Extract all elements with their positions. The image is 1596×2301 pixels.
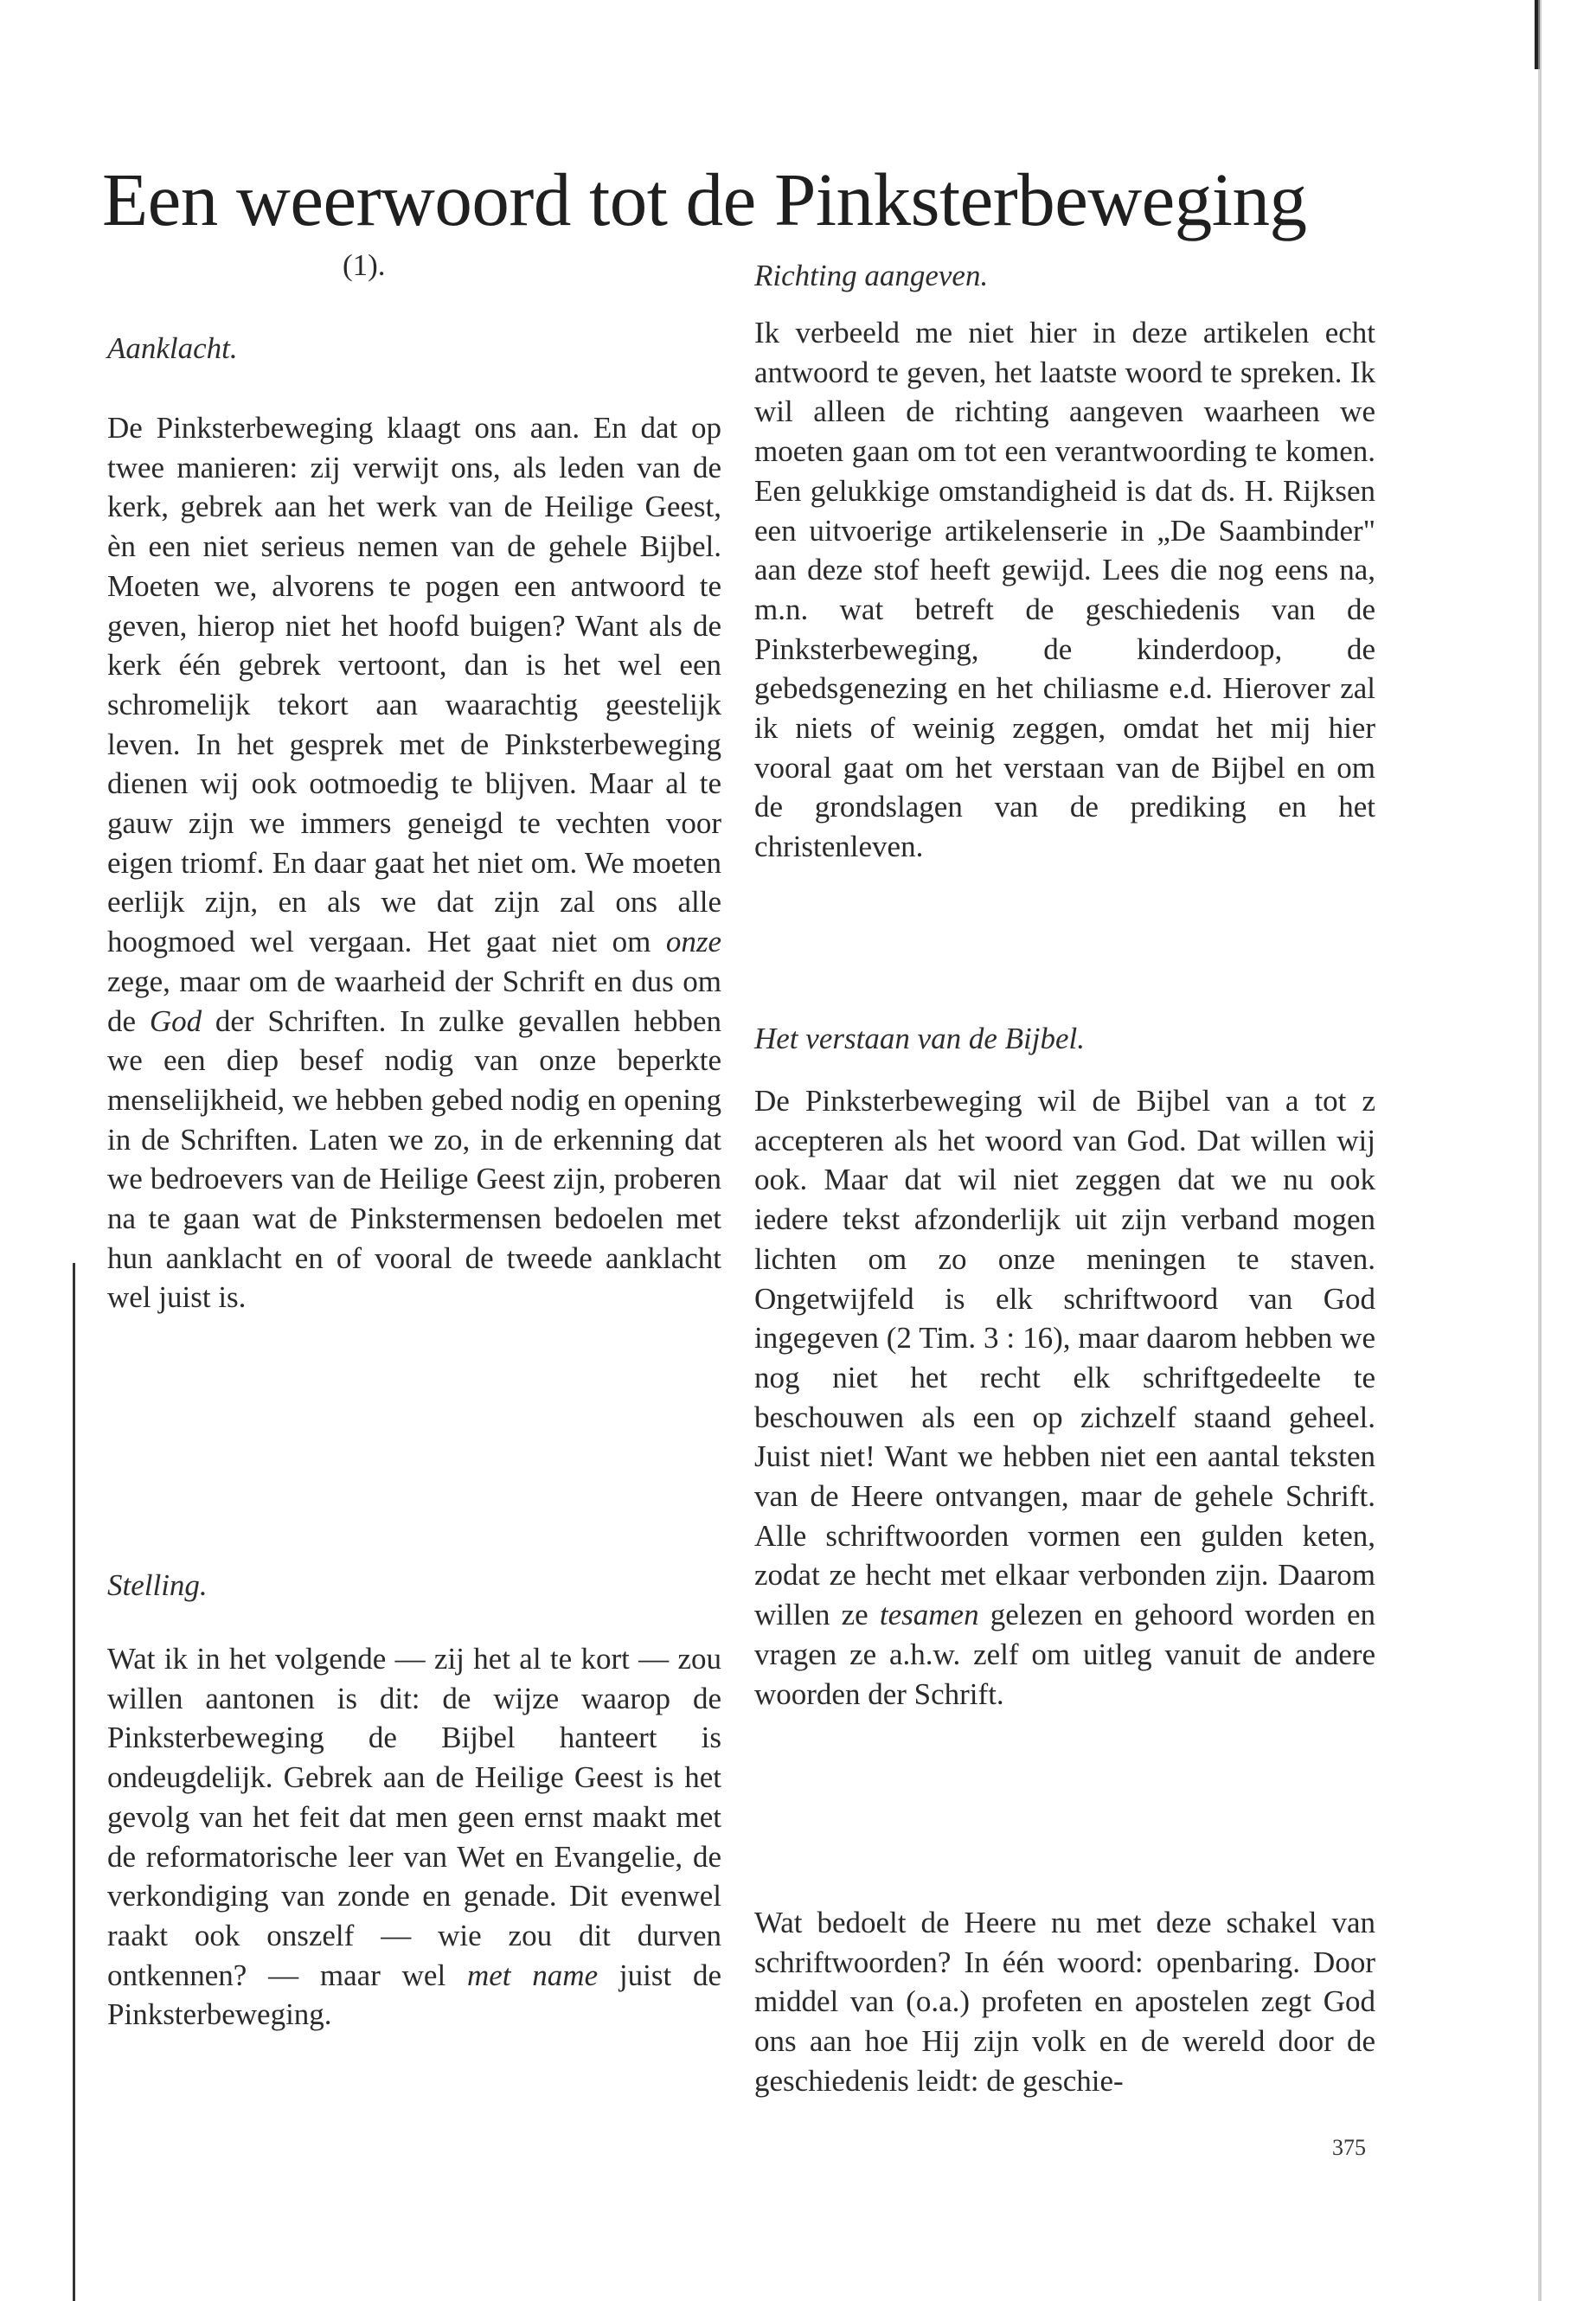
paragraph-openbaring: Wat bedoelt de Heere nu met deze schakel van schriftwoorden? In één woord: openbaring. Door middel van (o.a.) profeten en apostelen zegt God ons aan hoe Hij zijn volk en de wereld door de geschiedenis leidt: de geschie-	[754, 1906, 1375, 2098]
heading-aanklacht: Aanklacht.	[107, 331, 238, 365]
paragraph-text: De Pinksterbeweging klaagt ons aan. En dat op twee manieren: zij verwijt ons, als leden van de kerk, gebrek aan het werk van de Heilige Geest, èn een niet serieus nemen van de gehele Bijbel. Moeten we, alvorens te pogen een antwoord te geven, hierop niet het hoofd buigen? Want als de kerk één gebrek vertoont, dan is het wel een schromelijk tekort aan waarachtig geestelijk leven. In het gesprek met de Pinksterbeweging dienen wij ook ootmoedig te blijven. Maar al te gauw zijn we immers geneigd te vechten voor eigen triomf. En daar gaat het niet om. We moeten eerlijk zijn, en als we dat zijn zal ons alle hoogmoed wel vergaan. Het gaat niet om	[107, 411, 721, 959]
page-edge-shadow	[1538, 0, 1542, 2301]
emphasis-onze: onze	[665, 925, 722, 959]
emphasis-met-name: met name	[466, 1958, 599, 1992]
paragraph-text: Wat ik in het volgende — zij het al te kort — zou willen aantonen is dit: de wijze waarop de Pinksterbeweging de Bijbel hanteert is ondeugdelijk. Gebrek aan de Heilige Geest is het gevolg van het feit dat men geen ernst maakt met de reformatorische leer van Wet en Evangelie, de verkondiging van zonde en genade. Dit evenwel raakt ook onszelf — wie zou dit durven ontkennen? — maar wel	[107, 1642, 721, 1992]
paragraph-text: juist de Pinksterbeweging.	[107, 1958, 722, 2032]
paragraph-stelling	[107, 1639, 721, 2035]
paragraph-text: De Pinksterbeweging wil de Bijbel van a tot z accepteren als het woord van God. Dat willen wij ook. Maar dat wil niet zeggen dat we nu ook iedere tekst afzonderlijk uit zijn verband mogen lichten om zo onze meningen te staven. Ongetwijfeld is elk schriftwoord van God ingegeven (2 Tim. 3 : 16), maar daarom hebben we nog niet het recht elk schriftgedeelte te beschouwen als een op zichzelf staand geheel. Juist niet! Want we hebben niet een aantal teksten van de Heere ontvangen, maar de gehele Schrift. Alle schriftwoorden vormen een gulden keten, zodat ze hecht met elkaar verbonden zijn. Daarom willen ze	[754, 1084, 1375, 1632]
margin-rule	[73, 1263, 75, 2301]
page-number: 375	[1332, 2135, 1366, 2160]
heading-stelling: Stelling.	[107, 1568, 208, 1602]
paragraph-verstaan	[754, 1081, 1375, 1714]
paragraph-text: der Schriften. In zulke gevallen hebben we een diep besef nodig van onze beperkte menselijkheid, we hebben gebed nodig en opening in de Schriften. Laten we zo, in de erkenning dat we bedroevers van de Heilige Geest zijn, proberen na te gaan wat de Pinkstermensen bedoelen met hun aanklacht en of vooral de tweede aanklacht wel juist is.	[107, 1003, 721, 1315]
paragraph-aanklacht	[107, 408, 721, 1317]
paragraph-text: gelezen en gehoord worden en vragen ze a.h.w. zelf om uitleg vanuit de andere woorden der Schrift.	[754, 1598, 1376, 1711]
article-title: Een weerwoord tot de Pinksterbeweging	[102, 157, 1307, 242]
emphasis-god: God	[149, 1003, 202, 1038]
heading-verstaan: Het verstaan van de Bijbel.	[754, 1022, 1085, 1055]
paragraph-text: zege, maar om de waarheid der Schrift en dus om de	[107, 964, 721, 1038]
heading-richting: Richting aangeven.	[754, 259, 989, 292]
part-number: (1).	[343, 248, 386, 282]
paragraph-richting: Ik verbeeld me niet hier in deze artikelen echt antwoord te geven, het laatste woord te spreken. Ik wil alleen de richting aangeven waarheen we moeten gaan om tot een verantwoording te komen. Een gelukkige omstandigheid is dat ds. H. Rijksen een uitvoerige artikelenserie in „De Saambinder" aan deze stof heeft gewijd. Lees die nog eens na, m.n. wat betreft de geschiedenis van de Pinksterbeweging, de kinderdoop, de gebedsgenezing en het chiliasme e.d. Hierover zal ik niets of weinig zeggen, omdat het mij hier vooral gaat om het verstaan van de Bijbel en om de grondslagen van de prediking en het christenleven.	[754, 316, 1375, 864]
emphasis-tesamen: tesamen	[879, 1598, 979, 1632]
